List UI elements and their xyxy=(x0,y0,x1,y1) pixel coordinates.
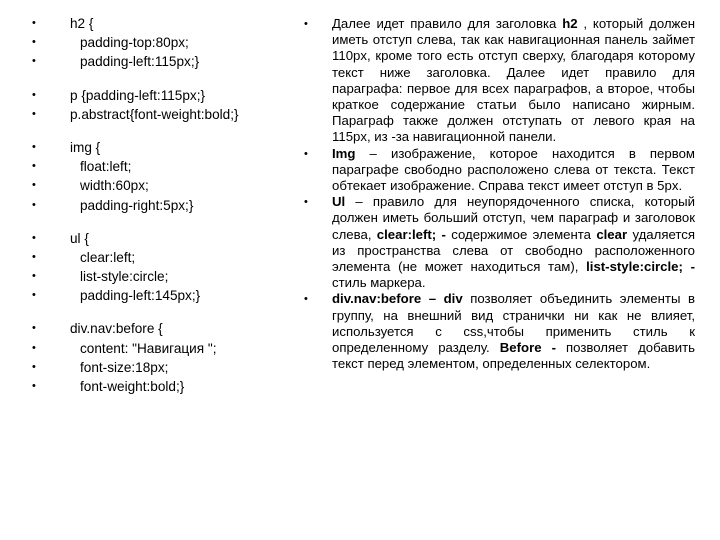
bullet-icon: • xyxy=(32,88,36,101)
explanation-paragraph xyxy=(300,16,695,146)
bullet-icon: • xyxy=(32,360,36,373)
bold-term: clear xyxy=(596,226,628,242)
code-text: ul { xyxy=(70,230,89,246)
code-text: padding-top:80px; xyxy=(80,35,189,51)
bold-term: div.nav:before – div xyxy=(332,291,463,307)
bold-term: - xyxy=(441,226,446,242)
bullet-icon: • xyxy=(32,250,36,263)
code-text: list-style:circle; xyxy=(80,269,169,285)
bold-term: Before - xyxy=(499,340,556,356)
paragraph-text xyxy=(683,259,691,274)
code-line xyxy=(32,196,322,215)
code-line xyxy=(32,339,322,358)
bullet-icon: • xyxy=(32,107,36,120)
code-text: p {padding-left:115px;} xyxy=(70,87,206,103)
code-line xyxy=(32,358,322,377)
code-text: h2 { xyxy=(70,16,94,31)
bold-term: h2 xyxy=(562,16,578,31)
code-line xyxy=(32,176,322,195)
paragraph-text: содержимое элемента xyxy=(445,226,597,242)
code-line xyxy=(32,86,322,105)
bullet-icon: • xyxy=(32,270,36,283)
code-text: font-size:18px; xyxy=(80,359,169,375)
spacer xyxy=(32,305,322,319)
bullet-icon: • xyxy=(32,231,36,244)
bold-term: - xyxy=(690,259,695,275)
paragraph-text: Далее идет правило для заголовка xyxy=(332,16,563,31)
bullet-icon: • xyxy=(32,55,36,68)
code-line xyxy=(32,286,322,305)
code-line xyxy=(32,33,322,52)
code-line xyxy=(32,52,322,71)
paragraph-text: – правило для неупорядоченного списка, который должен иметь больший отступ, чем параграф и заголовок слева, xyxy=(332,194,695,242)
code-text: img { xyxy=(70,139,101,155)
code-text: padding-left:115px;} xyxy=(80,54,200,70)
paragraph-text: удаляется из пространства слева от свободно расположенного элемента (не может находиться там), xyxy=(332,226,695,275)
paragraph-text: позволяет объединить элементы в группу, на внешний вид странички ни как не влияет, используется с css,чтобы применить стиль к определенному разделу. xyxy=(332,291,695,356)
bullet-icon: • xyxy=(304,18,308,30)
code-line xyxy=(32,377,322,396)
bullet-icon: • xyxy=(32,179,36,192)
paragraph-text: позволяет добавить текст перед элементом, определенных селектором. xyxy=(332,340,695,372)
css-code-column xyxy=(32,14,322,396)
bullet-icon: • xyxy=(304,147,308,160)
bullet-icon: • xyxy=(32,160,36,173)
code-line xyxy=(32,14,322,33)
spacer xyxy=(32,124,322,138)
bold-term: clear:left; xyxy=(376,226,437,242)
bullet-icon: • xyxy=(32,380,36,392)
explanation-column xyxy=(300,16,695,372)
explanation-paragraph xyxy=(300,194,695,291)
code-text: width:60px; xyxy=(80,178,149,194)
code-text: div.nav:before { xyxy=(70,321,163,337)
bold-term: Ul xyxy=(332,194,346,210)
bullet-icon: • xyxy=(32,289,36,302)
paragraph-text: , который должен иметь отступ слева, так как навигационная панель займет 110px, кроме того есть отступ сверху, благодаря которому текст ниже заголовка. Далее идет правило для параграфа: первое для всех параграфов, а второе, чтобы краткое содержание статьи было написано жирным. Параграф также должен отступать от левого края на 115px, из -за навигационной панели. xyxy=(332,16,695,145)
spacer xyxy=(32,215,322,229)
code-text: clear:left; xyxy=(80,249,136,265)
code-text: p.abstract{font-weight:bold;} xyxy=(70,106,239,122)
bullet-icon: • xyxy=(304,196,308,209)
code-text: font-weight:bold;} xyxy=(80,379,185,394)
code-line xyxy=(32,248,322,267)
explanation-paragraph xyxy=(300,146,695,195)
explanation-paragraph xyxy=(300,291,695,372)
code-line xyxy=(32,229,322,248)
code-line xyxy=(32,105,322,124)
paragraph-text: – изображение, которое находится в первом параграфе свободно расположено слева от текста. Текст обтекает изображение. Справа текст имеет отступ в 5px. xyxy=(332,145,695,194)
code-text: content: "Навигация "; xyxy=(80,340,217,356)
code-text: padding-right:5px;} xyxy=(80,197,194,213)
bullet-icon: • xyxy=(32,36,36,49)
code-line xyxy=(32,138,322,157)
bold-term: Img xyxy=(332,145,356,161)
paragraph-text: стиль маркера. xyxy=(332,275,426,291)
code-line xyxy=(32,267,322,286)
bullet-icon: • xyxy=(304,293,308,306)
spacer xyxy=(32,72,322,86)
code-text: padding-left:145px;} xyxy=(80,288,201,304)
code-text: float:left; xyxy=(80,159,132,175)
bullet-icon: • xyxy=(32,322,36,335)
bullet-icon: • xyxy=(32,140,36,153)
code-line xyxy=(32,157,322,176)
bullet-icon: • xyxy=(32,198,36,211)
bullet-icon: • xyxy=(32,17,36,29)
code-line xyxy=(32,319,322,338)
bold-term: list-style:circle; xyxy=(586,259,683,275)
bullet-icon: • xyxy=(32,341,36,354)
